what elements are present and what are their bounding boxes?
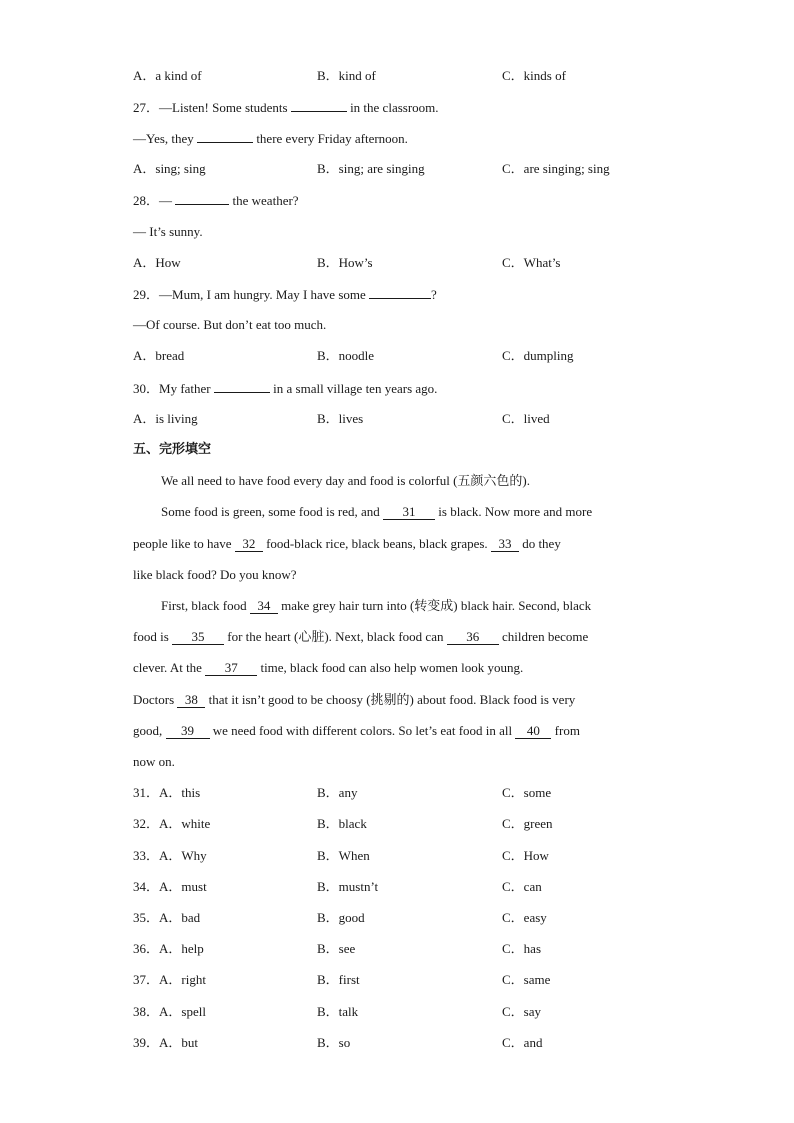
q28-blank[interactable] [175,192,229,205]
passage-text: food is [133,629,169,644]
q31-option-c[interactable]: C．some [502,785,552,800]
q37-options [133,972,693,988]
q28-options [133,255,693,271]
q32-option-b[interactable]: B．black [317,816,367,831]
passage-text: that it isn’t good to be choosy (挑剔的) about food. Black food is very [208,692,576,707]
q28-text: the weather? [232,193,299,208]
passage-line-1: We all need to have food every day and food is colorful (五颜六色的). [161,473,530,488]
q27-option-b[interactable]: B．sing; are singing [317,161,425,176]
passage-text: Doctors [133,692,175,707]
passage-line-10: now on. [133,754,175,769]
q35-option-a[interactable] [133,910,200,926]
cloze-blank-35[interactable]: 35 [172,630,224,645]
q30-text-a: My father [159,381,211,396]
passage-line-7 [133,660,523,676]
q26-option-a[interactable]: A．a kind of [133,68,202,83]
q29-line-2: —Of course. But don’t eat too much. [133,317,327,332]
question-number: 33． [133,848,160,863]
q34-option-a[interactable] [133,879,207,895]
q38-option-c[interactable]: C．say [502,1004,542,1019]
q31-option-b[interactable]: B．any [317,785,358,800]
q39-option-c[interactable]: C．and [502,1035,543,1050]
q27-text-b: in the classroom. [350,100,439,115]
q28-dash: — [159,193,173,208]
cloze-blank-40[interactable]: 40 [515,724,551,739]
cloze-blank-34[interactable]: 34 [250,599,278,614]
q39-option-b[interactable]: B．so [317,1035,351,1050]
q27-line-1 [133,99,439,116]
q38-option-a[interactable] [133,1004,206,1020]
q31-options [133,785,693,801]
q28-option-c[interactable]: C．What’s [502,255,561,270]
q29-option-a[interactable]: A．bread [133,348,185,363]
q27-blank-2[interactable] [197,130,253,143]
q31-option-a[interactable] [133,785,200,801]
cloze-blank-33[interactable]: 33 [491,537,519,552]
q33-option-a[interactable] [133,848,207,864]
passage-text: food-black rice, black beans, black grapes. [266,536,488,551]
q29-option-c[interactable]: C．dumpling [502,348,574,363]
passage-line-8 [133,692,575,708]
question-number: 35． [133,910,160,925]
passage-text: good, [133,723,163,738]
q37-option-b[interactable]: B．first [317,972,360,987]
q39-options [133,1035,693,1051]
passage-line-4: like black food? Do you know? [133,567,297,582]
question-number: 37． [133,972,160,987]
q30-line-1 [133,380,437,397]
cloze-blank-37[interactable]: 37 [205,661,257,676]
q28-line-2: — It’s sunny. [133,224,203,239]
question-number: 32． [133,816,160,831]
passage-text: make grey hair turn into (转变成) black hair. Second, black [281,598,592,613]
cloze-blank-32[interactable]: 32 [235,537,263,552]
passage-text: do they [522,536,561,551]
passage-text: people like to have [133,536,232,551]
passage-text: we need food with different colors. So let’s eat food in all [212,723,513,738]
passage-line-9 [133,723,580,739]
q30-option-c[interactable]: C．lived [502,411,550,426]
passage-line-3 [133,536,561,552]
q27-option-c[interactable]: C．are singing; sing [502,161,610,176]
passage-text: from [554,723,580,738]
cloze-blank-36[interactable]: 36 [447,630,499,645]
q26-option-c[interactable]: C．kinds of [502,68,566,83]
option-text: A．help [159,941,204,956]
q27-option-a[interactable]: A．sing; sing [133,161,206,176]
option-text: A．but [159,1035,199,1050]
option-text: A．spell [159,1004,206,1019]
q26-options [133,68,693,84]
q38-options [133,1004,693,1020]
q27-options [133,161,693,177]
q34-options [133,879,693,895]
q32-option-c[interactable]: C．green [502,816,553,831]
q35-options [133,910,693,926]
passage-line-5 [161,598,591,614]
q30-option-b[interactable]: B．lives [317,411,364,426]
q29-option-b[interactable]: B．noodle [317,348,375,363]
q29-blank[interactable] [369,286,431,299]
question-number: 34． [133,879,160,894]
q27-line-2 [133,130,408,147]
passage-text: Some food is green, some food is red, and [161,504,380,519]
passage-text: children become [501,629,589,644]
passage-line-6 [133,629,588,645]
question-number: 36． [133,941,160,956]
q29-text-b: ? [431,287,437,302]
passage-line-2 [161,504,592,520]
q27-text-d: there every Friday afternoon. [256,131,408,146]
q39-option-a[interactable] [133,1035,198,1051]
q30-number: 30． [133,381,160,396]
passage-text: First, black food [161,598,247,613]
q33-options [133,848,693,864]
q29-line-1 [133,286,437,303]
q27-number: 27． [133,100,160,115]
section-heading-cloze: 五、完形填空 [133,442,212,457]
q26-option-b[interactable]: B．kind of [317,68,376,83]
passage-text: time, black food can also help women look young. [260,660,524,675]
q28-option-b[interactable]: B．How’s [317,255,373,270]
q38-option-b[interactable]: B．talk [317,1004,359,1019]
q32-options [133,816,693,832]
q28-number: 28． [133,193,160,208]
q35-option-b[interactable]: B．good [317,910,365,925]
option-text: A．bad [159,910,201,925]
q36-options [133,941,693,957]
q32-option-a[interactable] [133,816,210,832]
q33-option-c[interactable]: C．How [502,848,549,863]
option-text: A．right [159,972,206,987]
q30-blank[interactable] [214,380,270,393]
passage-text: clever. At the [133,660,202,675]
option-text: A．Why [159,848,207,863]
q35-option-c[interactable]: C．easy [502,910,547,925]
q34-option-c[interactable]: C．can [502,879,542,894]
cloze-blank-31[interactable]: 31 [383,505,435,520]
option-text: A．this [159,785,201,800]
q27-text-c: —Yes, they [133,131,194,146]
q27-blank-1[interactable] [291,99,347,112]
q36-option-b[interactable]: B．see [317,941,356,956]
cloze-blank-38[interactable]: 38 [177,693,205,708]
q29-text-a: —Mum, I am hungry. May I have some [159,287,366,302]
passage-text: for the heart (心脏). Next, black food can [227,629,444,644]
q30-option-a[interactable]: A．is living [133,411,198,426]
option-text: A．white [159,816,211,831]
q29-number: 29． [133,287,160,302]
question-number: 31． [133,785,160,800]
q30-options [133,411,693,427]
q33-option-b[interactable]: B．When [317,848,370,863]
q34-option-b[interactable]: B．mustn’t [317,879,379,894]
q30-text-b: in a small village ten years ago. [273,381,438,396]
option-text: A．must [159,879,207,894]
q29-options [133,348,693,364]
q36-option-a[interactable] [133,941,204,957]
q28-option-a[interactable]: A．How [133,255,181,270]
q28-line-1 [133,192,299,209]
q27-text-a: —Listen! Some students [159,100,288,115]
question-number: 38． [133,1004,160,1019]
q37-option-a[interactable] [133,972,206,988]
q36-option-c[interactable]: C．has [502,941,542,956]
question-number: 39． [133,1035,160,1050]
q37-option-c[interactable]: C．same [502,972,551,987]
passage-text: is black. Now more and more [438,504,593,519]
cloze-blank-39[interactable]: 39 [166,724,210,739]
